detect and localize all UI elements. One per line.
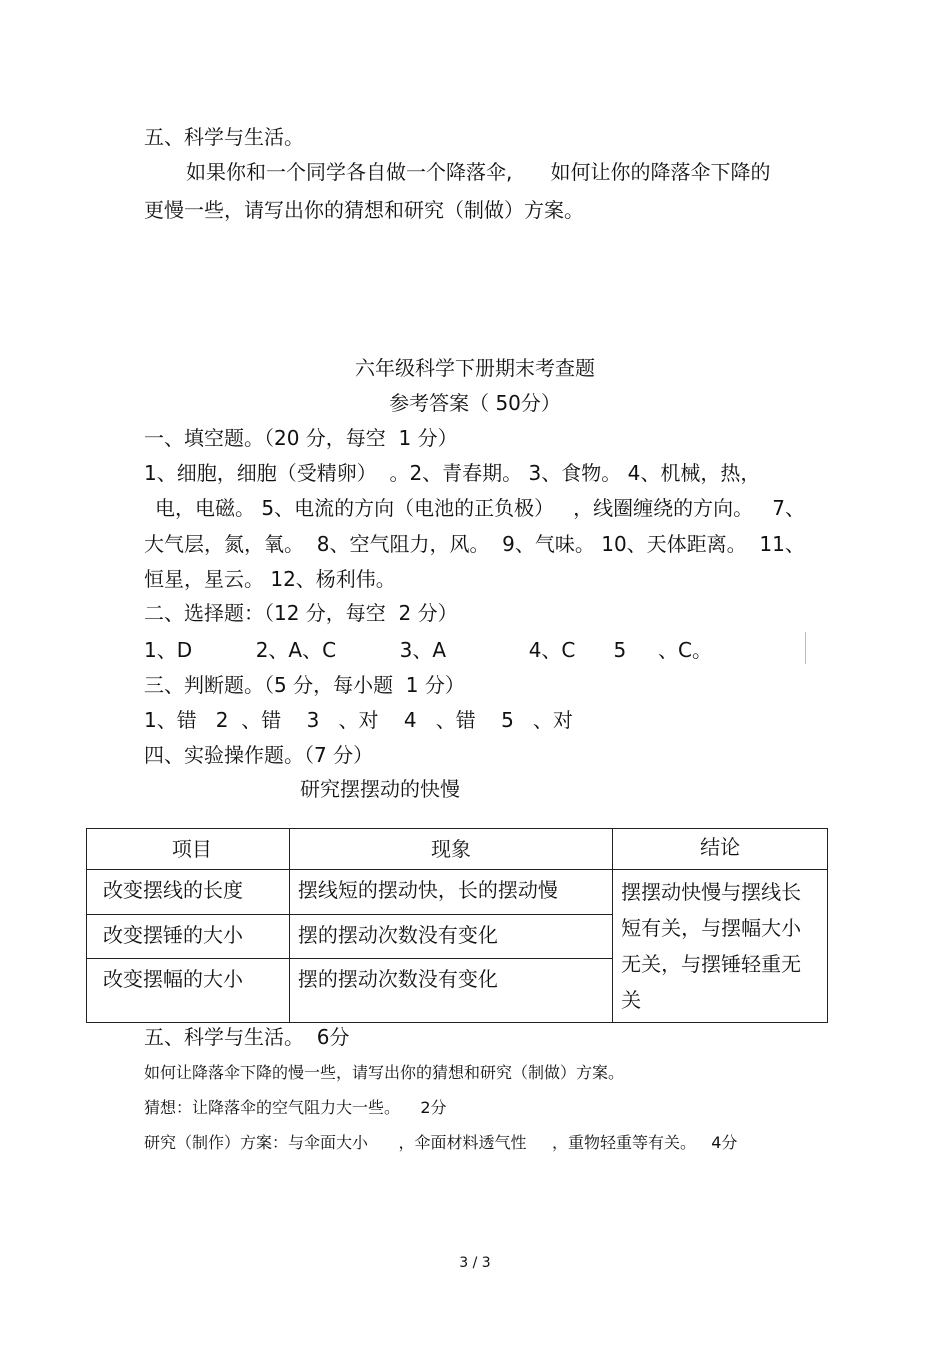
section1-heading: 一、填空题。（20 分，每空 1 分） bbox=[144, 426, 458, 450]
section5-plan: 研究（制作）方案：与伞面大小 ，伞面材料透气性 ，重物轻重等有关。 4分 bbox=[144, 1133, 738, 1152]
conclusion-cell bbox=[613, 870, 828, 1023]
row-phenomenon: 摆线短的摆动快，长的摆动慢 bbox=[289, 870, 612, 915]
table-title: 研究摆摆动的快慢 bbox=[300, 777, 460, 801]
section3-heading: 三、判断题。（5 分，每小题 1 分） bbox=[144, 673, 465, 697]
section5-heading: 五、科学与生活。 6分 bbox=[144, 1025, 350, 1049]
answers-subtitle: 参考答案（ 50分） bbox=[389, 391, 561, 415]
experiment-table bbox=[86, 828, 828, 1023]
section1-line2: 电，电磁。 5、电流的方向（电池的正负极） ，线圈缠绕的方向。 7、 bbox=[155, 496, 805, 520]
header-phenomenon: 现象 bbox=[289, 829, 612, 870]
conclusion-line: 短有关，与摆幅大小 bbox=[621, 916, 802, 940]
top-paragraph-line2: 更慢一些，请写出你的猜想和研究（制做）方案。 bbox=[144, 198, 584, 222]
section1-line3: 大气层，氮，氧。 8、空气阻力，风。 9、气味。 10、天体距离。 11、 bbox=[144, 532, 805, 556]
row-item: 改变摆线的长度 bbox=[87, 870, 290, 915]
row-item: 改变摆幅的大小 bbox=[87, 959, 290, 1023]
answers-title: 六年级科学下册期末考查题 bbox=[355, 356, 595, 380]
row-phenomenon: 摆的摆动次数没有变化 bbox=[289, 959, 612, 1023]
section3-answers: 1、错 2 、错 3 、对 4 、错 5 、对 bbox=[144, 708, 573, 732]
section5-hypothesis: 猜想：让降落伞的空气阻力大一些。 2分 bbox=[144, 1098, 447, 1117]
section1-line1: 1、细胞，细胞（受精卵） 。2、青春期。 3、食物。 4、机械，热， bbox=[144, 461, 761, 485]
row-item: 改变摆锤的大小 bbox=[87, 914, 290, 959]
header-item: 项目 bbox=[87, 829, 290, 870]
table-header-row bbox=[87, 829, 828, 870]
conclusion-line: 无关，与摆锤轻重无 bbox=[621, 952, 802, 976]
section4-heading: 四、实验操作题。（7 分） bbox=[144, 743, 374, 767]
vertical-divider bbox=[805, 632, 806, 664]
top-heading: 五、科学与生活。 bbox=[144, 125, 304, 149]
conclusion-line: 摆摆动快慢与摆线长 bbox=[621, 880, 802, 904]
table-row bbox=[87, 870, 828, 915]
page-number: 3 / 3 bbox=[459, 1255, 491, 1271]
section2-answers: 1、D 2、A、C 3、A 4、C 5 、C。 bbox=[144, 638, 713, 662]
row-phenomenon: 摆的摆动次数没有变化 bbox=[289, 914, 612, 959]
top-paragraph-line1: 如果你和一个同学各自做一个降落伞, 如何让你的降落伞下降的 bbox=[186, 160, 771, 184]
conclusion-line: 关 bbox=[621, 988, 642, 1012]
section5-question: 如何让降落伞下降的慢一些，请写出你的猜想和研究（制做）方案。 bbox=[144, 1063, 625, 1082]
header-conclusion: 结论 bbox=[613, 829, 828, 870]
section1-line4: 恒星，星云。 12、杨利伟。 bbox=[144, 567, 396, 591]
section2-heading: 二、选择题：（12 分，每空 2 分） bbox=[144, 601, 458, 625]
